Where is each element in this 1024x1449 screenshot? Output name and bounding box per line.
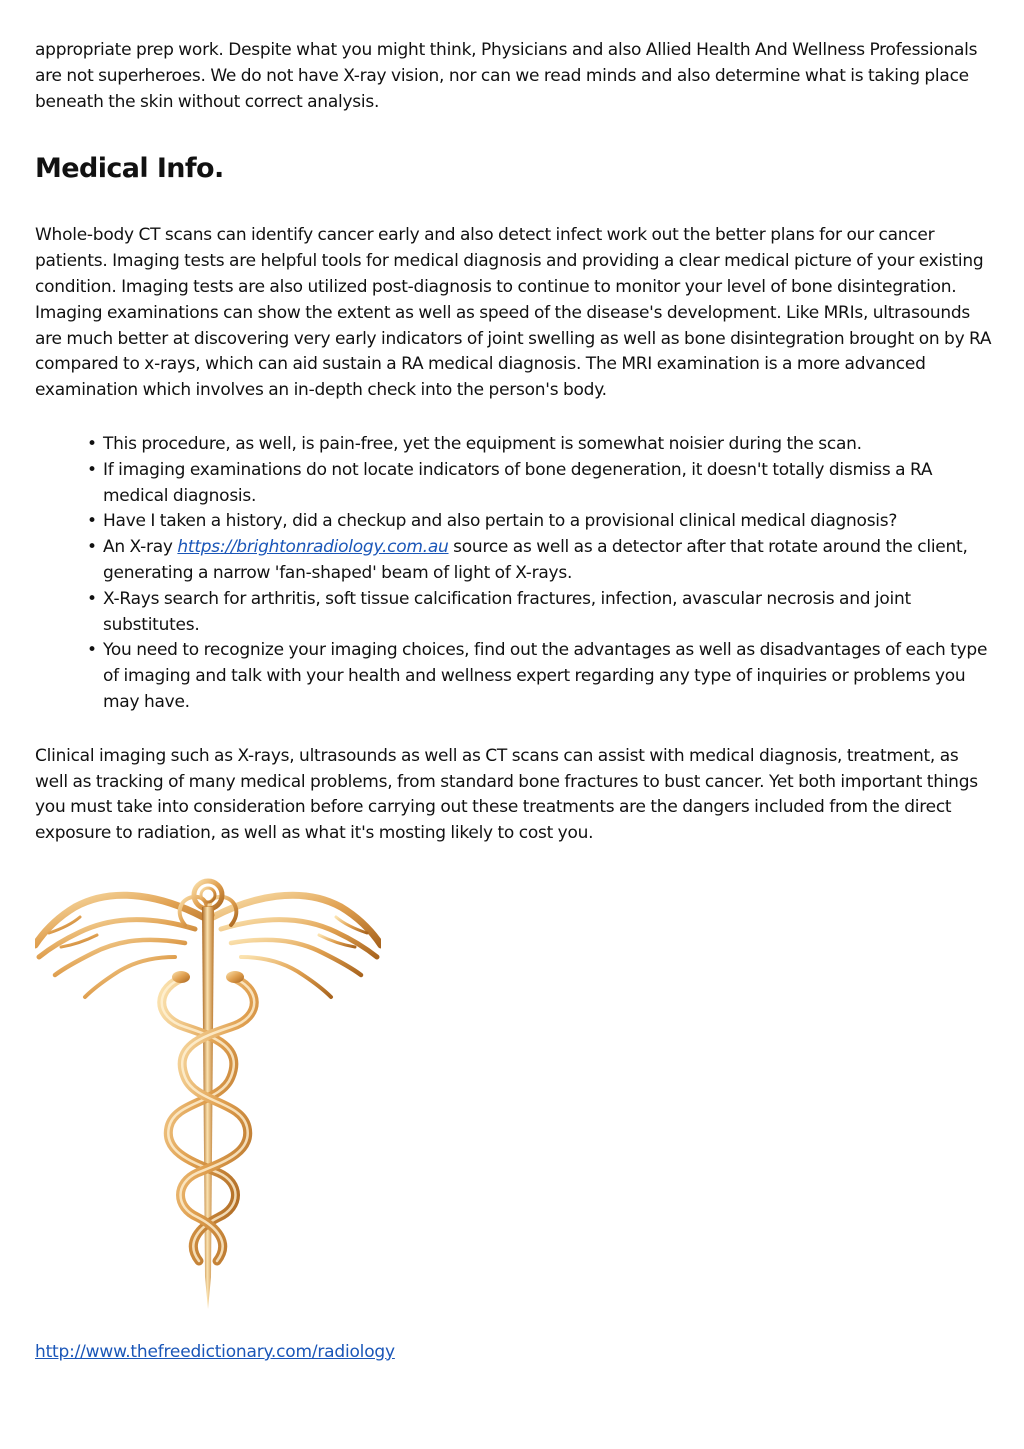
intro-paragraph: appropriate prep work. Despite what you might think, Physicians and also Allied Health And Wellness Professionals are not superheroes. We do not have X-ray vision, nor can we read minds and also determine what is taking place beneath the skin without correct analysis. [35,40,978,112]
list-item-text: Have I taken a history, did a checkup and also pertain to a provisional clinical medical diagnosis? [103,511,898,532]
bullet-dot: • [87,537,97,558]
list-item [87,638,995,715]
bullet-list [35,432,995,716]
staff [202,907,214,1309]
list-item [87,587,995,639]
caduceus-figure [35,877,381,1309]
list-item-text-before: An X-ray [103,537,178,558]
section-heading: Medical Info. [35,153,224,185]
medical-info-paragraph: Whole-body CT scans can identify cancer early and also detect infect work out the better plans for our cancer patients. Imaging tests are helpful tools for medical diagnosis and providing a clear medical picture of your existing condition. Imaging tests are also utilized post-diagnosis to continue to monitor your level of bone disintegration. Imaging examinations can show the extent as well as speed of the disease's development. Like MRIs, ultrasounds are much better at discovering very early indicators of joint swelling as well as bone disintegration brought on by RA compared to x-rays, which can aid sustain a RA medical diagnosis. The MRI examination is a more advanced examination which involves an in-depth check into the person's body. [35,225,992,401]
list-item [87,509,995,535]
brighton-radiology-link[interactable]: https://brightonradiology.com.au [177,537,449,558]
document-page [35,38,995,1365]
clinical-imaging-paragraph: Clinical imaging such as X-rays, ultrasounds as well as CT scans can assist with medical diagnosis, treatment, as well as tracking of many medical problems, from standard bone fractures to bust cancer. Yet both important things you must take into consideration before carrying out these treatments are the dangers included from the direct exposure to radiation, as well as what it's mosting likely to cost you. [35,745,978,844]
list-item [87,535,995,587]
list-item-text: This procedure, as well, is pain-free, yet the equipment is somewhat noisier during the scan. [103,433,862,454]
caduceus-icon [35,877,381,1309]
list-item [87,432,995,458]
list-item-text: You need to recognize your imaging choices, find out the advantages as well as disadvantages of each type of imaging and talk with your health and wellness expert regarding any type of inquiries or problems you may have. [103,640,988,712]
list-item [87,458,995,510]
bullet-dot: • [87,640,97,661]
thefreedictionary-link[interactable]: http://www.thefreedictionary.com/radiology [35,1341,395,1362]
bullet-dot: • [87,433,97,454]
list-item-text: If imaging examinations do not locate indicators of bone degeneration, it doesn't totally dismiss a RA medical diagnosis. [103,459,933,506]
list-item-text-after: source as well as a detector after that rotate around the client, generating a narrow 'fan-shaped' beam of light of X-rays. [103,537,968,583]
bullet-dot: • [87,511,97,532]
bullet-dot: • [87,459,97,480]
list-item-text: X-Rays search for arthritis, soft tissue calcification fractures, infection, avascular necrosis and joint substitutes. [103,588,911,635]
bullet-dot: • [87,588,97,609]
